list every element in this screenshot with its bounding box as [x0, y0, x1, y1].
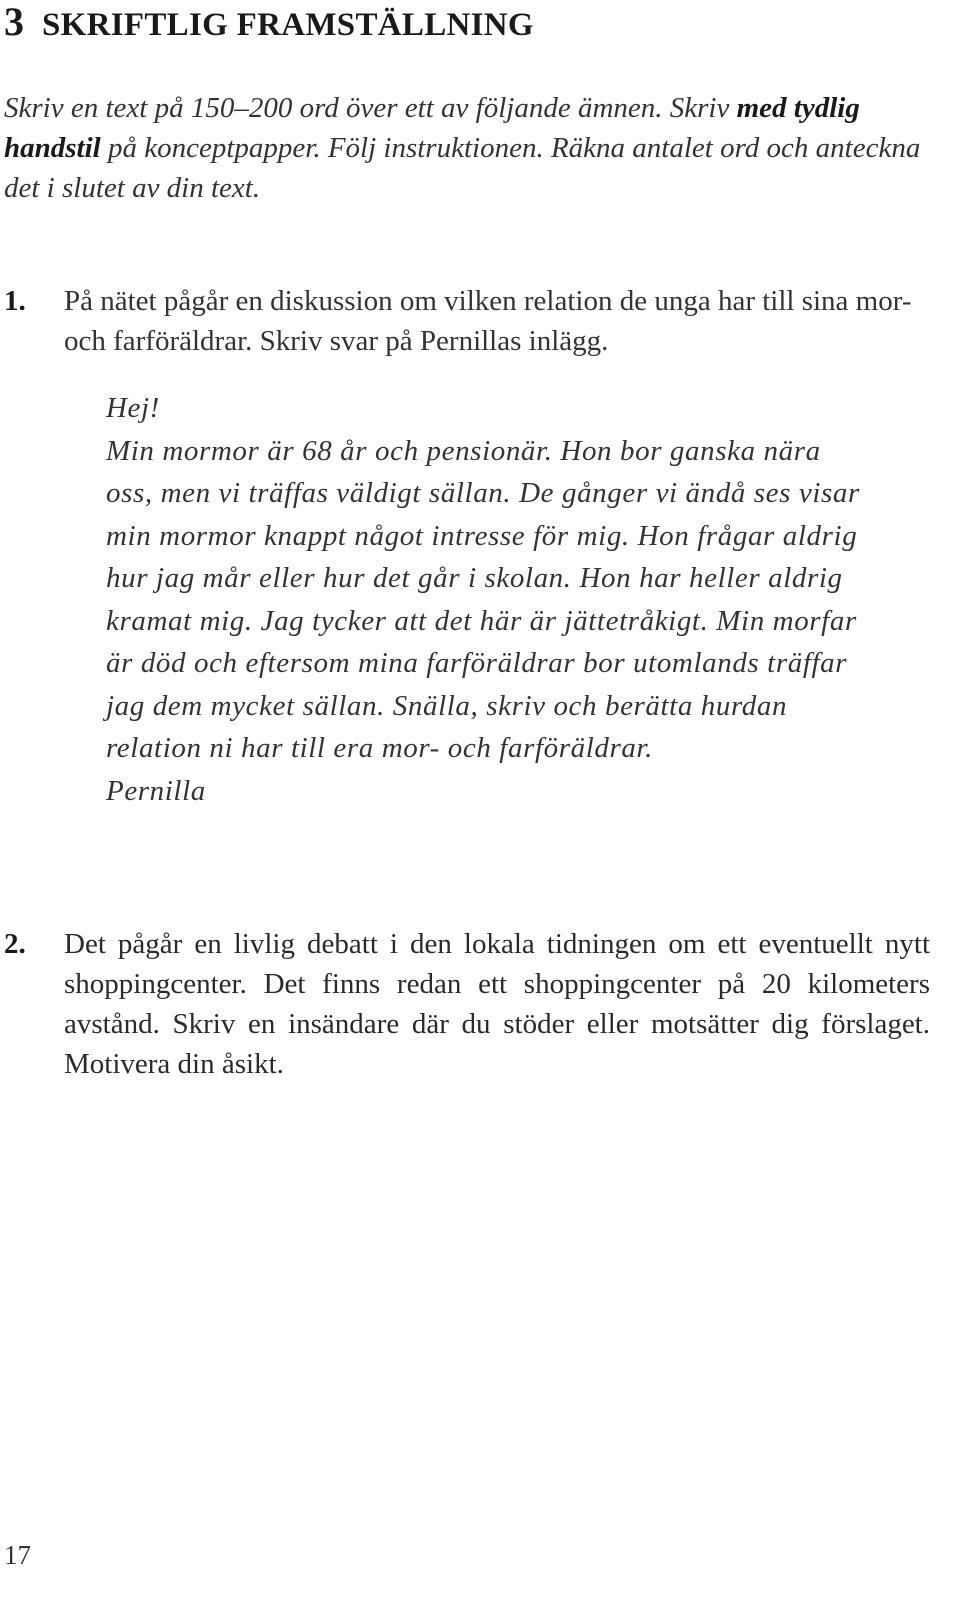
post-body: Min mormor är 68 år och pensionär. Hon bor ganska nära oss, men vi träffas väldigt sällan. De gånger vi ändå ses visar min mormor knappt något intresse för mig. Hon frågar aldrig hur jag mår eller hur det går i skolan. Hon har heller aldrig kramat mig. Jag tycker att det här är jättetråkigt. Min morfar är död och eftersom mina farföräldrar bor utomlands träffar jag dem mycket sällan. Snälla, skriv och berätta hurdan relation ni har till era mor- och farföräldrar. — [106, 434, 860, 764]
instructions-paragraph — [4, 88, 930, 208]
instructions-text: Skriv en text på 150–200 ord över ett av följande ämnen. Skriv — [4, 92, 737, 124]
post-greeting: Hej! — [106, 392, 160, 424]
task-2 — [4, 924, 930, 1084]
task-text: På nätet pågår en diskussion om vilken relation de unga har till sina mor- och farföräldrar. Skriv svar på Pernillas inlägg. — [64, 285, 912, 357]
page-number: 17 — [4, 1540, 31, 1570]
instructions-text-continued: på konceptpapper. Följ instruktionen. Räkna antalet ord och anteckna det i slutet av din text. — [4, 132, 921, 204]
instructions-emphasis: med tydlig handstil — [4, 92, 860, 164]
post-signature: Pernilla — [106, 774, 206, 807]
task-1 — [4, 281, 930, 361]
task-number: 1. — [4, 285, 26, 317]
task-number: 2. — [4, 928, 26, 960]
forum-post-quote — [106, 387, 866, 812]
section-title: SKRIFTLIG FRAMSTÄLLNING — [42, 7, 534, 43]
task-text: Det pågår en livlig debatt i den lokala tidningen om ett eventuellt nytt shoppingcenter. Det finns redan ett shoppingcenter på 20 kilometers avstånd. Skriv en insändare där du stöder eller motsätter dig förslaget. Motivera din åsikt. — [64, 928, 930, 1080]
section-heading — [4, 2, 534, 42]
section-number: 3 — [4, 0, 24, 44]
